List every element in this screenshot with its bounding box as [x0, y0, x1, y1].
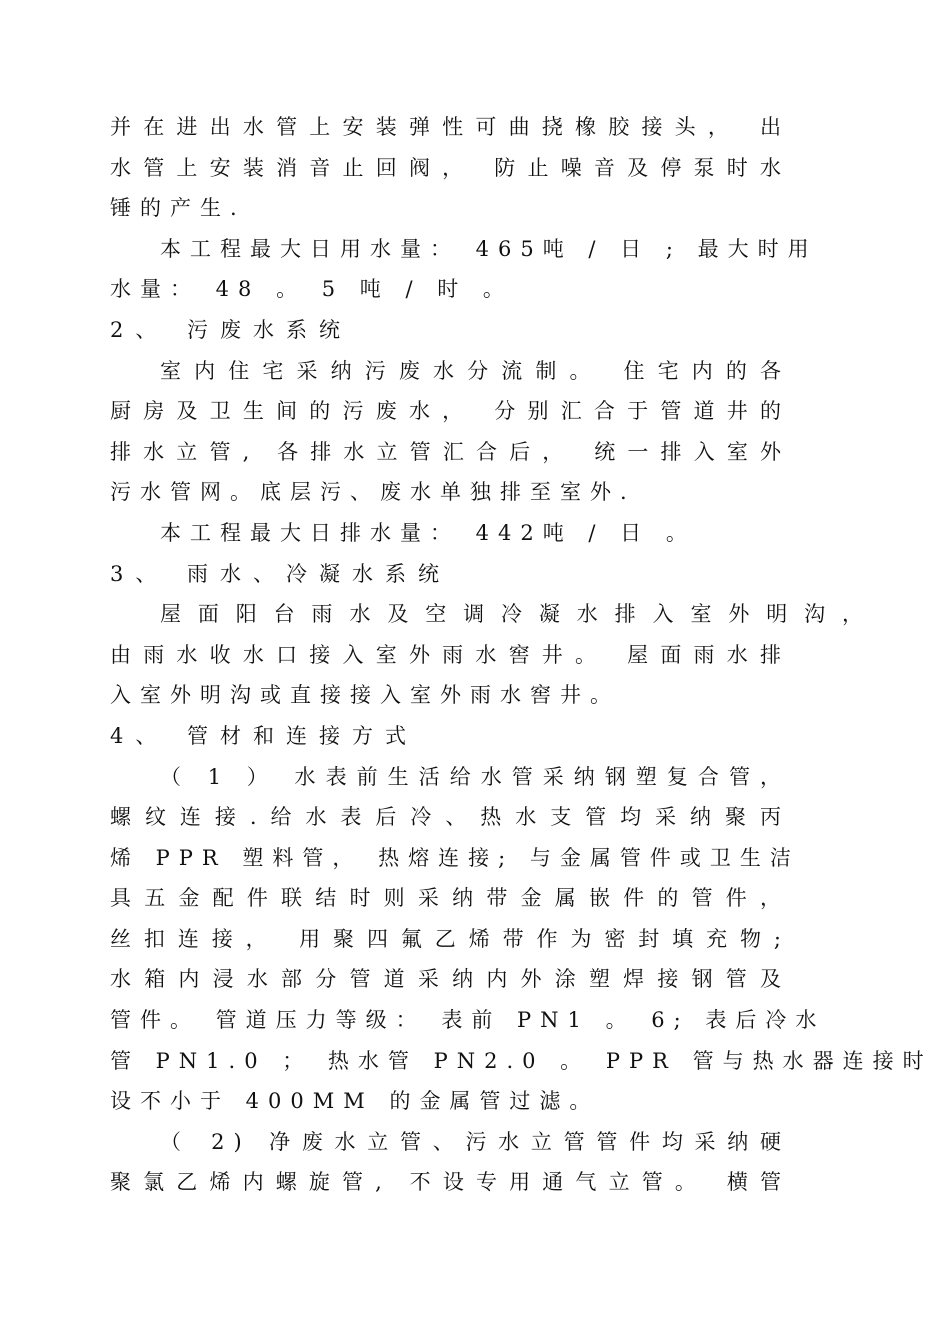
text-line: 并在进出水管上安装弹性可曲挠橡胶接头， 出 — [110, 115, 790, 139]
text-line: 锤的产生. — [110, 196, 246, 221]
text-line: 管件。 管道压力等级： 表前 PN1 。 6; 表后冷水 — [110, 1008, 826, 1033]
text-line: 管 PN1.0 ； 热水管 PN2.0 。 PPR 管与热水器连接时 — [110, 1048, 933, 1073]
text-line: 污水管网。底层污、废水单独排至室外. — [110, 480, 636, 505]
text-line: 厨房及卫生间的污废水， 分别汇合于管道井的 — [110, 399, 790, 424]
text-line: （ 2) 净废水立管、污水立管管件均采纳硬 — [160, 1129, 790, 1154]
section-heading: 4、 管材和连接方式 — [110, 723, 419, 748]
text-line: 本工程最大日用水量： 465吨 / 日 ; 最大时用 — [160, 236, 818, 261]
text-line: 水箱内浸水部分管道采纳内外涂塑焊接钢管及 — [110, 967, 790, 992]
text-line: 本工程最大日排水量： 442吨 / 日 。 — [160, 520, 696, 545]
text-line: 聚氯乙烯内螺旋管, 不设专用通气立管。 横管 — [110, 1170, 790, 1195]
text-line: 由雨水收水口接入室外雨水窖井。 屋面雨水排 — [110, 642, 790, 667]
text-line: 屋面阳台雨水及空调冷凝水排入室外明沟， — [160, 602, 872, 627]
text-line: 烯 PPR 塑料管， 热熔连接; 与金属管件或卫生洁 — [110, 845, 800, 870]
text-line: 螺纹连接.给水表后冷、热水支管均采纳聚丙 — [110, 805, 790, 830]
text-line: （ 1 ） 水表前生活给水管采纳钢塑复合管， — [160, 764, 790, 789]
text-line: 入室外明沟或直接接入室外雨水窖井。 — [110, 683, 620, 708]
document-page — [110, 107, 933, 1203]
section-heading: 3、 雨水、冷凝水系统 — [110, 561, 452, 586]
text-line: 水量： 48 。 5 吨 / 时 。 — [110, 277, 513, 302]
section-heading: 2、 污废水系统 — [110, 317, 353, 342]
text-line: 室内住宅采纳污废水分流制。 住宅内的各 — [160, 358, 790, 383]
text-line: 设不小于 400MM 的金属管过滤。 — [110, 1089, 600, 1114]
text-line: 排水立管, 各排水立管汇合后， 统一排入室外 — [110, 439, 790, 464]
text-line: 丝扣连接， 用聚四氟乙烯带作为密封填充物; — [110, 926, 790, 951]
text-line: 具五金配件联结时则采纳带金属嵌件的管件， — [110, 886, 790, 911]
text-line: 水管上安装消音止回阀， 防止噪音及停泵时水 — [110, 155, 790, 180]
